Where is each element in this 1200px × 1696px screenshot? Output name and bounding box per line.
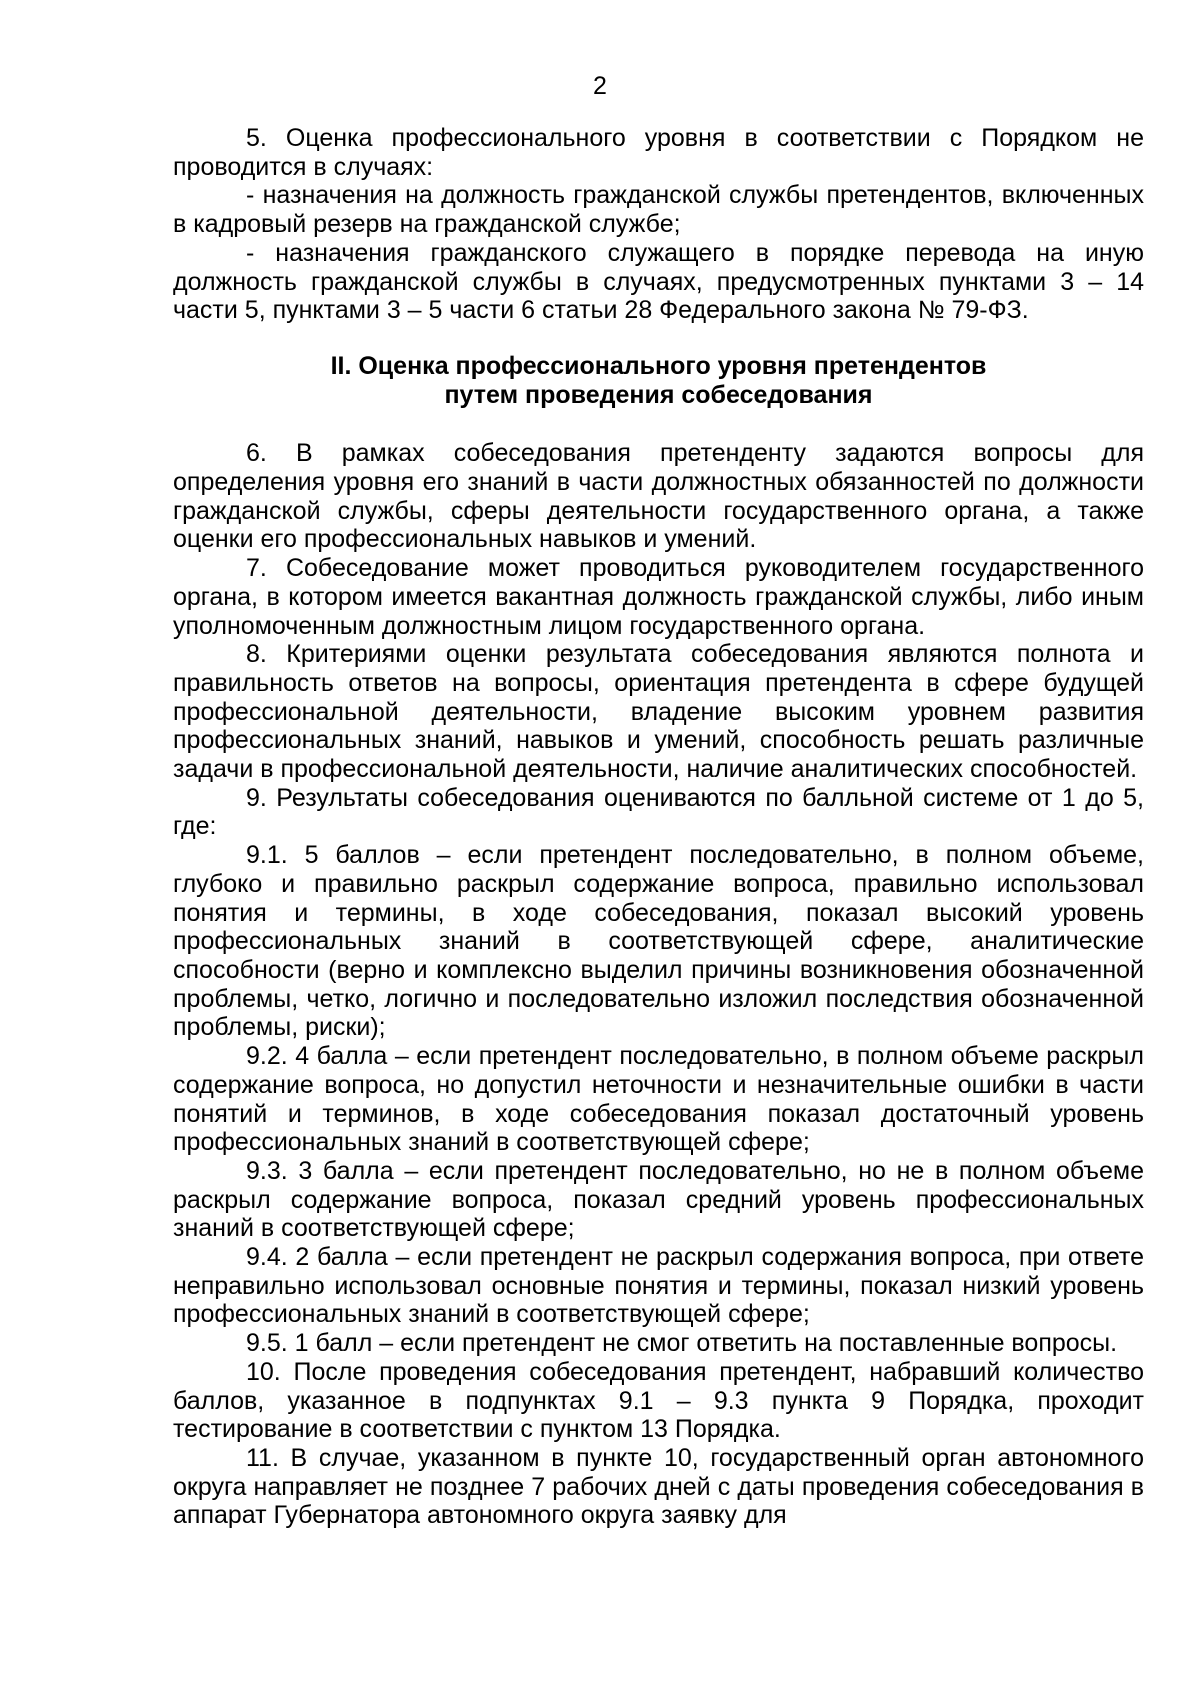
- page-number: 2: [593, 72, 607, 100]
- paragraph-9-2: 9.2. 4 балла – если претендент последовательно, в полном объеме раскрыл содержание вопроса, но допустил неточности и незначительные ошибки в части понятий и терминов, в ходе собеседования показал достаточный уровень профессиональных знаний в соответствующей сфере;: [173, 1042, 1144, 1157]
- section-heading-line-2: путем проведения собеседования: [444, 380, 873, 409]
- paragraph-9-3: 9.3. 3 балла – если претендент последовательно, но не в полном объеме раскрыл содержание вопроса, показал средний уровень профессиональных знаний в соответствующей сфере;: [173, 1156, 1144, 1243]
- paragraph-11: 11. В случае, указанном в пункте 10, государственный орган автономного округа направляет не позднее 7 рабочих дней с даты проведения собеседования в аппарат Губернатора автономного округа заявку для: [173, 1443, 1144, 1530]
- paragraph-9: 9. Результаты собеседования оцениваются по балльной системе от 1 до 5, где:: [173, 783, 1144, 841]
- paragraph-9-4: 9.4. 2 балла – если претендент не раскрыл содержания вопроса, при ответе неправильно использовал основные понятия и термины, показал низкий уровень профессиональных знаний в соответствующей сфере;: [173, 1243, 1144, 1329]
- paragraph-9-5: 9.5. 1 балл – если претендент не смог ответить на поставленные вопросы.: [246, 1329, 1118, 1358]
- section-heading-line-1: II. Оценка профессионального уровня претендентов: [330, 351, 987, 380]
- paragraph-10: 10. После проведения собеседования претендент, набравший количество баллов, указанное в подпунктах 9.1 – 9.3 пункта 9 Порядка, проходит тестирование в соответствии с пунктом 13 Порядка.: [173, 1357, 1144, 1444]
- paragraph-5-item-2: - назначения гражданского служащего в порядке перевода на иную должность гражданской службы в случаях, предусмотренных пунктами 3 – 14 части 5, пунктами 3 – 5 части 6 статьи 28 Федерального закона № 79-ФЗ.: [173, 238, 1144, 325]
- section-heading: [173, 352, 1144, 409]
- document-body: [173, 124, 1144, 1530]
- paragraph-9-1: 9.1. 5 баллов – если претендент последовательно, в полном объеме, глубоко и правильно раскрыл содержание вопроса, правильно использовал понятия и термины, в ходе собеседования, показал высокий уровень профессиональных знаний в соответствующей сфере, аналитические способности (верно и комплексно выделил причины возникновения обозначенной проблемы, четко, логично и последовательно изложил последствия обозначенной проблемы, риски);: [173, 841, 1144, 1042]
- paragraph-6: 6. В рамках собеседования претенденту задаются вопросы для определения уровня его знаний в части должностных обязанностей по должности гражданской службы, сферы деятельности государственного органа, а также оценки его профессиональных навыков и умений.: [173, 439, 1144, 554]
- paragraph-5-item-1: - назначения на должность гражданской службы претендентов, включенных в кадровый резерв на гражданской службе;: [173, 181, 1144, 239]
- paragraph-7: 7. Собеседование может проводиться руководителем государственного органа, в котором имеется вакантная должность гражданской службы, либо иным уполномоченным должностным лицом государственного органа.: [173, 554, 1144, 640]
- paragraph-8: 8. Критериями оценки результата собеседования являются полнота и правильность ответов на вопросы, ориентация претендента в сфере будущей профессиональной деятельности, владение высоким уровнем развития профессиональных знаний, навыков и умений, способность решать различные задачи в профессиональной деятельности, наличие аналитических способностей.: [173, 640, 1144, 784]
- paragraph-5: 5. Оценка профессионального уровня в соответствии с Порядком не проводится в случаях:: [173, 124, 1144, 181]
